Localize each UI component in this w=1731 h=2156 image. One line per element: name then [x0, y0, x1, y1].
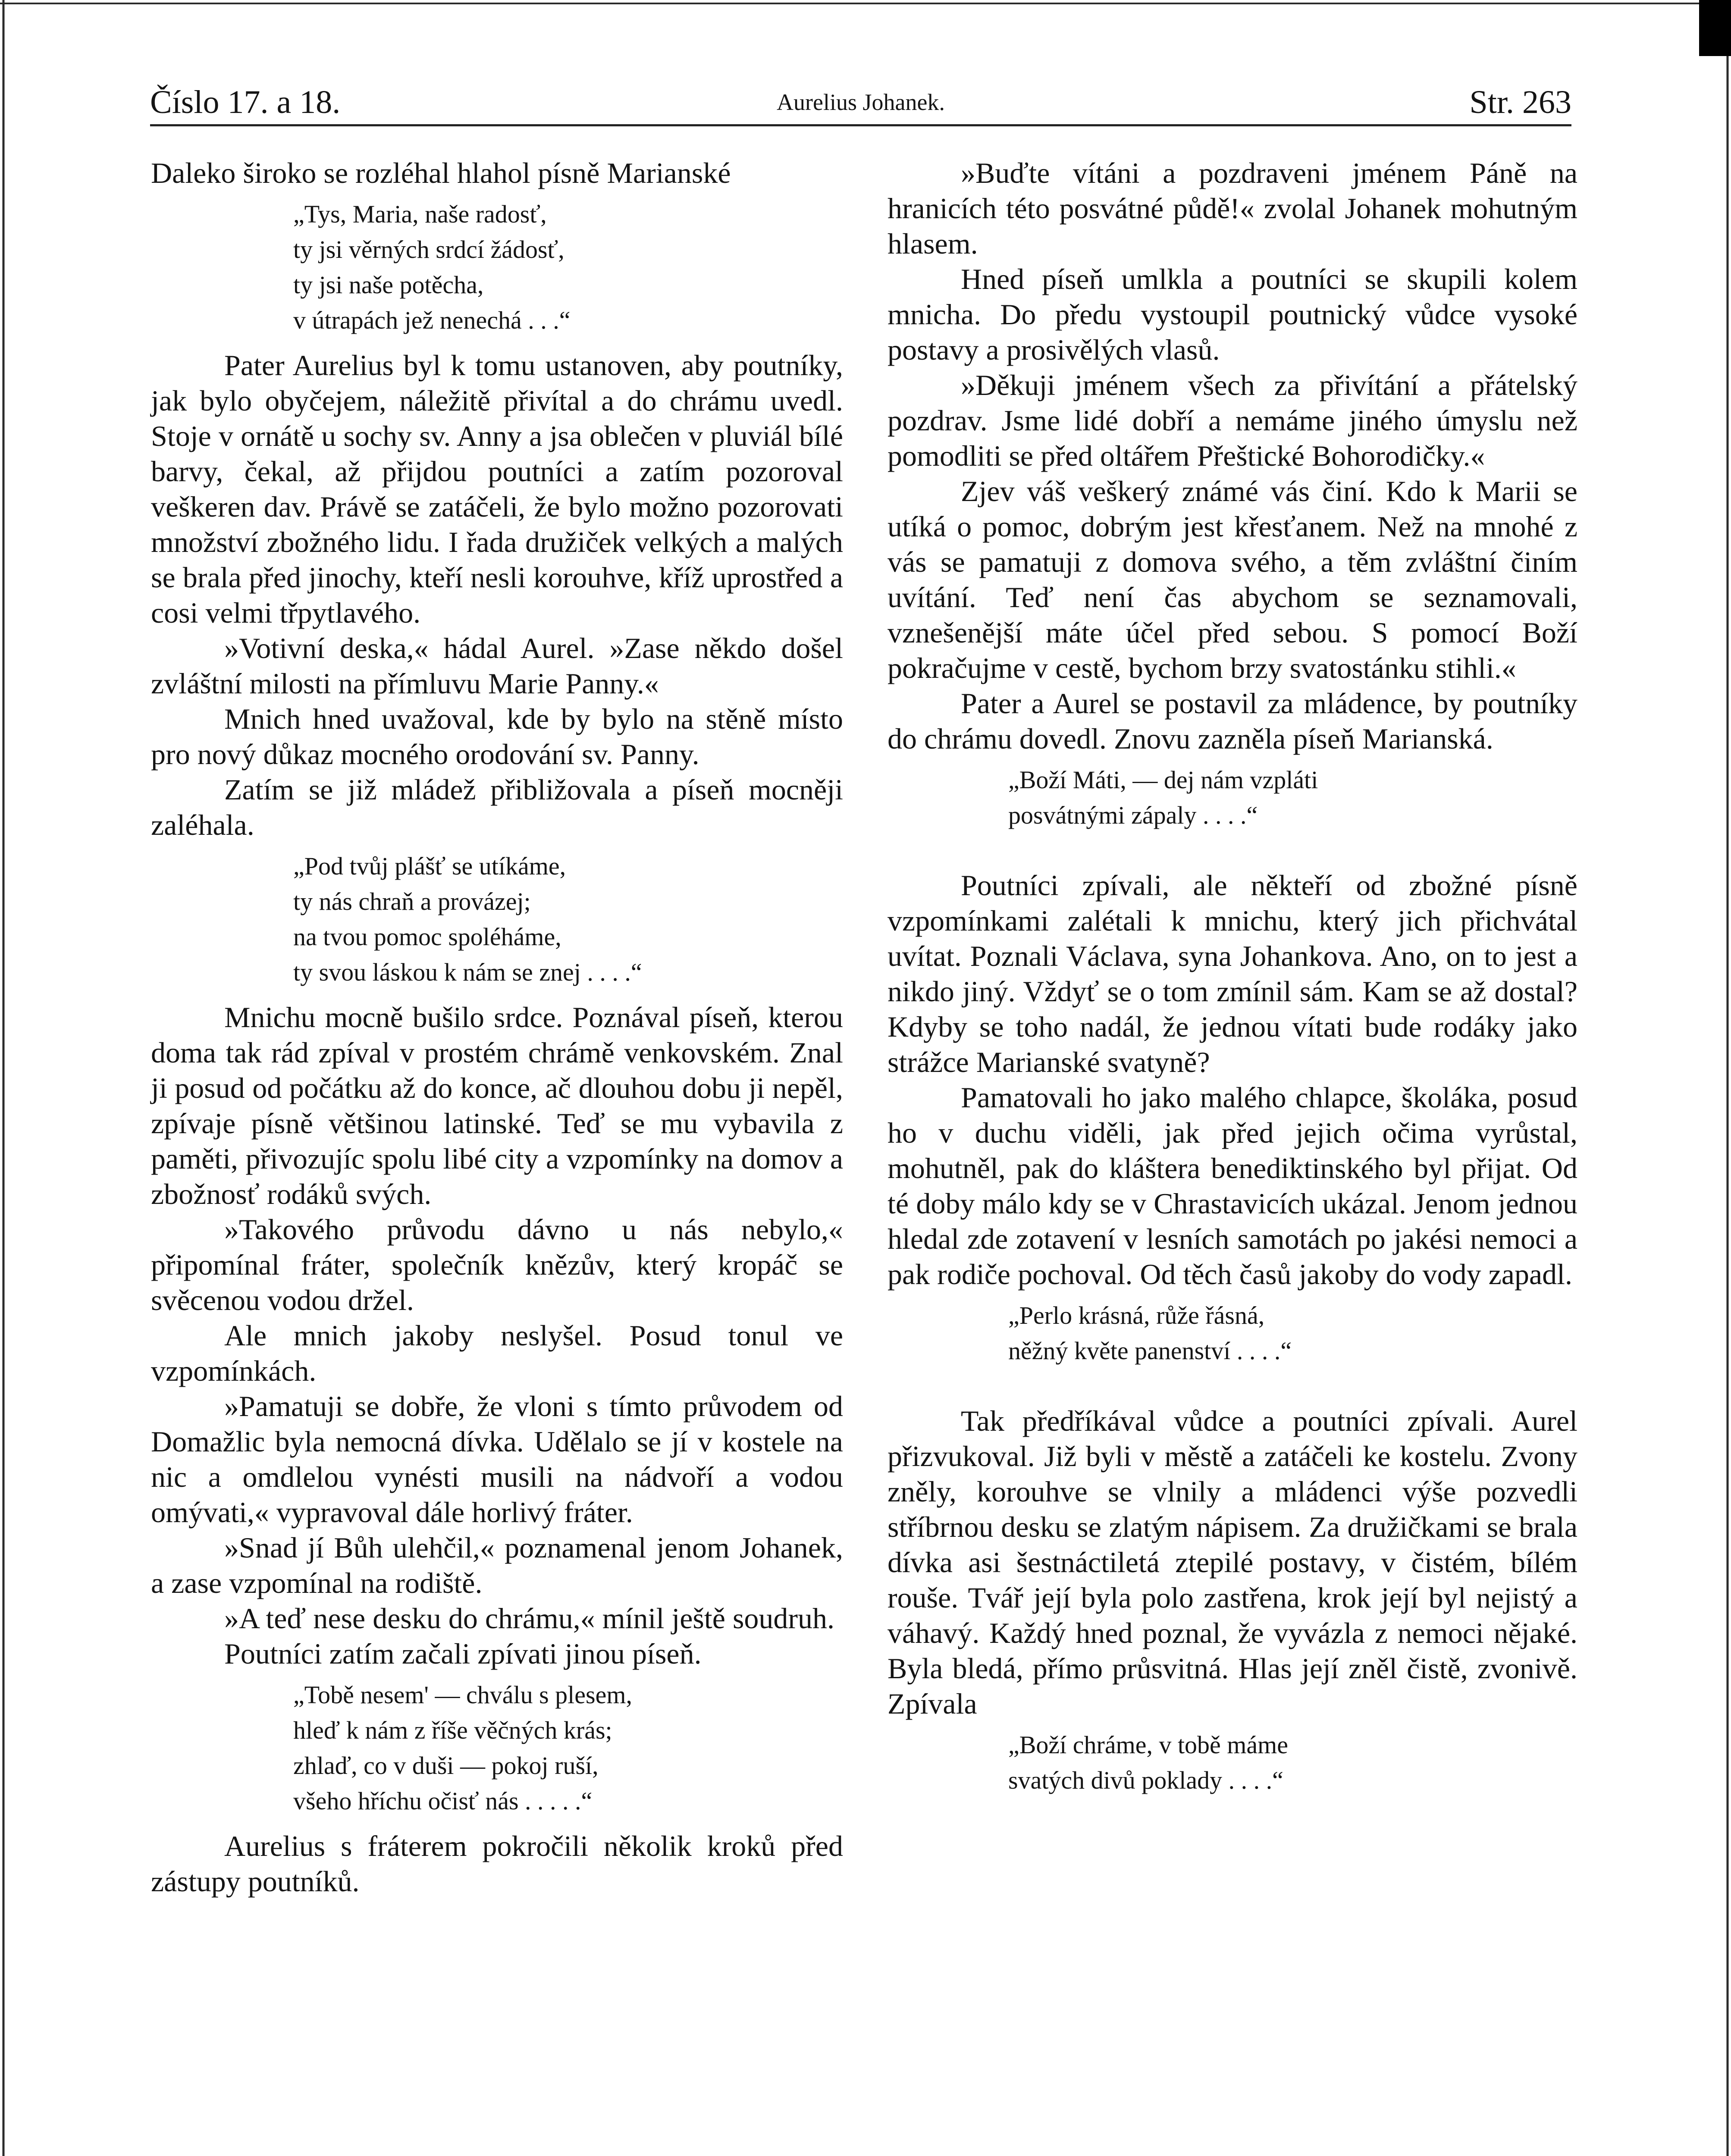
paragraph: »Buďte vítáni a pozdraveni jménem Páně na hranicích této posvátné půdě!« zvolal Johanek mohutným hlasem. [887, 157, 1577, 260]
paragraph: »Děkuji jménem všech za přivítání a přátelský pozdrav. Jsme lidé dobří a nemáme jiného úmyslu než pomodliti se před oltářem Přeštické Bohorodičky.« [887, 369, 1577, 472]
paragraph: Zjev váš veškerý známé vás činí. Kdo k Marii se utíká o pomoc, dobrým jest křesťanem. Než na mnohé z vás se pamatuji z domova svého, a těm zvláštní činím uvítání. Teď není čas abychom se seznamovali, vznešenější máte účel před sebou. S pomocí Boží pokračujme v cestě, bychom brzy svatostánku stihli.« [887, 475, 1577, 684]
paragraph: Poutníci zpívali, ale někteří od zbožné písně vzpomínkami zalétali k mnichu, který jich přichvátal uvítat. Poznali Václava, syna Johankova. Ano, on to jest a nikdo jiný. Vždyť se o tom zmínil sám. Kam se až dostal? Kdyby se toho nadál, že jednou vítati bude rodáky jako strážce Marianské svatyně? [887, 869, 1577, 1078]
verse-stanza [151, 849, 843, 990]
verse-line: něžný květe panenství . . . .“ [1008, 1337, 1292, 1365]
right-column [887, 155, 1577, 1808]
paragraph: Mnichu mocně bušilo srdce. Poznával píseň, kterou doma tak rád zpíval v prostém chrámě venkovském. Znal ji posud od počátku až do konce, ač dlouhou dobu ji nepěl, zpívaje písně většinou latinské. Teď se mu vybavila z paměti, přivozujíc spolu libé city a vzpomínky na domov a zbožnosť rodáků svých. [151, 1001, 843, 1210]
verse-line: „Pod tvůj plášť se utíkáme, [293, 852, 566, 880]
paragraph: Ale mnich jakoby neslyšel. Posud tonul ve vzpomínkách. [151, 1319, 843, 1387]
verse-line: „Boží chráme, v tobě máme [1008, 1731, 1289, 1759]
paragraph: Mnich hned uvažoval, kde by bylo na stěně místo pro nový důkaz mocného orodování sv. Panny. [151, 702, 843, 771]
paragraph: »Takového průvodu dávno u nás nebylo,« připomínal fráter, společník knězův, který kropáč se svěcenou vodou držel. [151, 1213, 843, 1316]
verse-stanza [887, 1727, 1577, 1798]
verse-line: svatých divů poklady . . . .“ [1008, 1766, 1283, 1794]
verse-line: na tvou pomoc spoléháme, [293, 923, 561, 951]
verse-line: posvátnými zápaly . . . .“ [1008, 801, 1258, 829]
page-number: Str. 263 [1469, 84, 1571, 120]
paragraph: Hned píseň umlkla a poutníci se skupili kolem mnicha. Do předu vystoupil poutnický vůdce vysoké postavy a prosivělých vlasů. [887, 263, 1577, 366]
verse-line: „Tobě nesem' — chválu s plesem, [293, 1681, 632, 1709]
issue-number: Číslo 17. a 18. [150, 84, 341, 120]
verse-stanza [151, 1677, 843, 1819]
spacer [887, 843, 1577, 868]
paragraph: Pater a Aurel se postavil za mládence, by poutníky do chrámu dovedl. Znovu zazněla píseň Marianská. [887, 687, 1577, 755]
paragraph: Tak předříkával vůdce a poutníci zpívali. Aurel přizvukoval. Již byli v městě a zatáčeli ke kostelu. Zvony zněly, korouhve se vlnily a mládenci výše pozvedli stříbrnou desku se zlatým nápisem. Za družičkami se brala dívka asi šestnáctiletá ztepilé postavy, v čistém, bílém rouše. Tvář její byla polo zastřena, krok její byl nejistý a váhavý. Každý hned poznal, že vyvázla z nemoci nějaké. Byla bledá, přímo průsvitná. Hlas její zněl čistě, zvonivě. Zpívala [887, 1404, 1577, 1720]
paragraph: Zatím se již mládež přibližovala a píseň mocněji zaléhala. [151, 773, 843, 841]
paragraph: Daleko široko se rozléhal hlahol písně Marianské [151, 157, 731, 189]
verse-line: v útrapách jež nenechá . . .“ [293, 306, 571, 334]
paragraph: »Snad jí Bůh ulehčil,« poznamenal jenom Johanek, a zase vzpomínal na rodiště. [151, 1531, 843, 1599]
verse-line: ty jsi naše potěcha, [293, 271, 484, 299]
verse-line: ty nás chraň a provázej; [293, 887, 531, 915]
verse-line: „Tys, Maria, naše radosť, [293, 200, 547, 228]
header-rule [150, 124, 1571, 126]
scan-corner-mark [1699, 0, 1731, 56]
author-title: Aurelius Johanek. [777, 89, 945, 115]
spacer [887, 1378, 1577, 1403]
paragraph: Poutníci zatím začali zpívati jinou píseň. [224, 1637, 702, 1670]
verse-line: všeho hříchu očisť nás . . . . .“ [293, 1787, 593, 1815]
verse-line: ty svou láskou k nám se znej . . . .“ [293, 958, 642, 986]
paragraph: Pamatovali ho jako malého chlapce, školáka, posud ho v duchu viděli, jak před jejich očima vyrůstal, mohutněl, pak do kláštera benediktinského byl přijat. Od té doby málo kdy se v Chrastavicích ukázal. Jenom jednou hledal zde zotavení v lesních samotách po jakési nemoci a pak rodiče pochoval. Od těch časů jakoby do vody zapadl. [887, 1081, 1577, 1291]
verse-stanza [887, 762, 1577, 833]
left-column [151, 155, 843, 1899]
verse-line: ty jsi věrných srdcí žádosť, [293, 235, 564, 263]
paragraph: Aurelius s fráterem pokročili několik kroků před zástupy poutníků. [151, 1830, 843, 1898]
verse-line: „Perlo krásná, růže řásná, [1008, 1301, 1265, 1329]
paragraph: »Votivní deska,« hádal Aurel. »Zase někdo došel zvláštní milosti na přímluvu Marie Panny.« [151, 632, 843, 700]
verse-line: zhlaď, co v duši — pokoj ruší, [293, 1752, 599, 1780]
paragraph: Pater Aurelius byl k tomu ustanoven, aby poutníky, jak bylo obyčejem, náležitě přivítal a do chrámu uvedl. Stoje v ornátě u sochy sv. Anny a jsa oblečen v pluviál bílé barvy, čekal, až přijdou poutníci a zatím pozoroval veškeren dav. Právě se zatáčeli, že bylo možno pozorovati množství zbožného lidu. I řada družiček velkých a malých se brala před jinochy, kteří nesli korouhve, kříž uprostřed a cosi velmi třpytlavého. [151, 349, 843, 629]
running-header [150, 78, 1571, 126]
paragraph: »A teď nese desku do chrámu,« mínil ještě soudruh. [224, 1602, 835, 1635]
verse-line: hleď k nám z říše věčných krás; [293, 1716, 612, 1744]
verse-stanza [151, 197, 843, 338]
paragraph: »Pamatuji se dobře, že vloni s tímto průvodem od Domažlic byla nemocná dívka. Udělalo se jí v kostele na nic a omdlelou vynésti musili na nádvoří a vodou omývati,« vypravoval dále horlivý fráter. [151, 1390, 843, 1529]
verse-line: „Boží Máti, — dej nám vzpláti [1008, 766, 1318, 794]
verse-stanza [887, 1298, 1577, 1369]
